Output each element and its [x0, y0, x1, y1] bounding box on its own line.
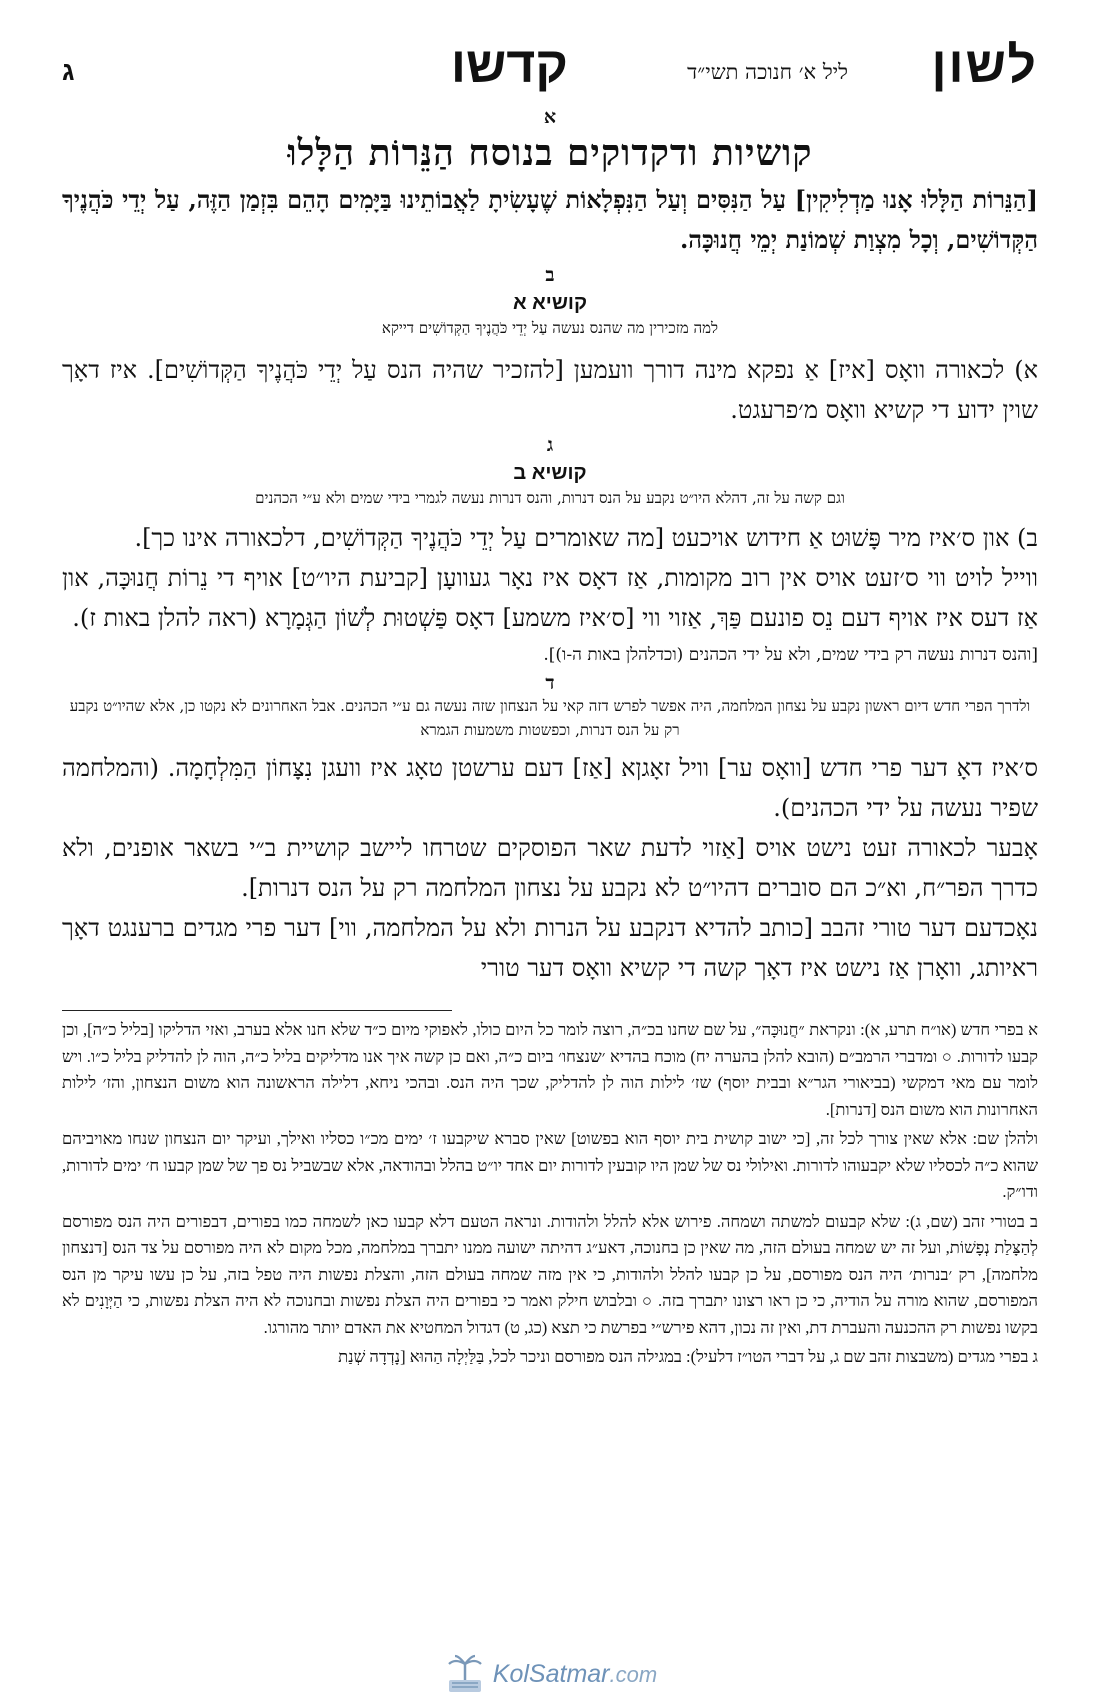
section-d-subtitle: ולדרך הפרי חדש דיום ראשון נקבע על נצחון המלחמה, היה אפשר לפרש דזה קאי על הנצחון שזה נעשה גם ע״י הכהנים. אבל האחרונים לא נקטו כן, אלא שהיו״ט נקבע רק על הנס דנרות, וכפשטות משמעות הגמרא	[69, 697, 1031, 739]
watermark-text	[493, 1660, 657, 1689]
footnotes	[62, 1017, 1038, 1371]
page-number: ג	[62, 56, 75, 86]
section-title: קושיות ודקדוקים בנוסח הַנֵּרוֹת הַלָּלוּ	[287, 132, 813, 174]
bracket-note: [והנס דנרות נעשה רק בידי שמים, ולא על ידי הכהנים (וכדלהלן באות ה-ו)].	[543, 645, 1038, 665]
footnote-divider	[62, 1010, 452, 1011]
paragraph-pri-chadash: ס׳איז דאָ דער פרי חדש [וואָס ער] וויל זאָגןא [אַז] דעם ערשטן טאָג איז וועגן נִצָּחוֹן הַמִּלְחָמָה. (והמלחמה שפיר נעשה על ידי הכהנים).	[62, 754, 1038, 822]
page-header	[62, 36, 1038, 106]
nusach-text: [הַנֵּרוֹת הַלָּלוּ אָנוּ מַדְלִיקִין] עַל הַנִּסִּים וְעַל הַנִּפְלָאוֹת שֶׁעָשִׂיתָ לַאֲבוֹתֵינוּ בַּיָּמִים הָהֵם בִּזְמַן הַזֶּה, עַל יְדֵי כֹּהֲנֶיךָ הַקְּדוֹשִׁים, וְכָל מִצְוַת שְׁמוֹנַת יְמֵי חֲנוּכָּה.	[62, 185, 1038, 254]
publication-title-second: קדשו	[450, 37, 568, 93]
watermark-brand: KolSatmar	[492, 1659, 610, 1688]
footnote-alef-continued: ולהלן שם: אלא שאין צורך לכל זה, [כי ישוב קושית בית יוסף הוא בפשוט] שאין סברא שיקבעו ז׳ ימים מכ״ו כסליו ואילך, ועיקר יום הנצחון שנחו מאויביהם שהוא כ״ה לכסליו שלא יקבעוהו לדורות. ואילולי נס של שמן היו קובעין לדורות יום אחד יו״ט בהלל ובהודאה, אלא שבשביל נס פך של שמן קבעו ח׳ ימים לדורות, ודו״ק.	[62, 1129, 1038, 1201]
footnote-gimel: ג בפרי מגדים (משבצות זהב שם ג, על דברי הטו״ז דלעיל): במגילה הנס מפורסם וניכר לכל, בַּלַּיְלָה הַהוּא [נָדְדָה שְׁנַת	[338, 1347, 1038, 1366]
section-letter-g: ג	[546, 434, 554, 456]
kushia-subtitle-1: למה מזכירין מה שהנס נעשה עַל יְדֵי כֹּהֲנֶיךָ הַקְּדוֹשִׁים דייקא	[381, 319, 719, 337]
section-letter-d: ד	[545, 672, 555, 694]
date-line: ליל א׳ חנוכה תשי״ד	[687, 60, 848, 84]
watermark-suffix: .com	[609, 1661, 658, 1687]
paragraph-turei-zahav: נאָכדעם דער טורי זהבב [כותב להדיא דנקבע על הנרות ולא על המלחמה, ווי] דער פרי מגדים ברענגט דאָך ראיותג, וואָרן אַז נישט איז דאָך קשה די קשיא וואָס דער טורי	[62, 914, 1038, 982]
palm-tree-logo-icon	[443, 1654, 487, 1694]
publication-title: לשון	[931, 37, 1038, 93]
paragraph-b-continued: ווייל לויט ווי ס׳זעט אויס אין רוב מקומות, אַז דאָס איז נאָר געוועָן [קביעת היו״ט] אויף די נֵרוֹת חֲנוּכָּה, און אַז דעס איז אויף דעם נֵס פונעם פַּךְ, אַזוי ווי [ס׳איז משמע] דאָס פַּשְׁטוּת לְשׁוֹן הַגְּמָרָא (ראה להלן באות ז).	[62, 564, 1038, 632]
section-letter-b: ב	[545, 264, 555, 286]
paragraph-a: א) לכאורה וואָס [איז] אַ נפקא מינה דורך וועמען [להזכיר שהיה הנס עַל יְדֵי כֹּהֲנֶיךָ הַקְּדוֹשִׁים]. איז דאָך שוין ידוע די קשיא וואָס מ׳פרעגט.	[62, 356, 1038, 424]
kushia-heading-2: קושיא ב	[513, 462, 587, 484]
paragraph-aval: אָבער לכאורה זעט נישט אויס [אַזוי לדעת שאר הפוסקים שטרחו ליישב קושיית ב״י בשאר אופנים, ולא כדרך הפר״ח, וא״כ הם סוברים דהיו״ט לא נקבע על נצחון המלחמה רק על הנס דנרות].	[62, 834, 1038, 902]
section-letter-a: א	[543, 106, 557, 128]
paragraph-b: ב) און ס׳איז מיר פָּשׁוּט אַ חידוש אויכעט [מה שאומרים עַל יְדֵי כֹּהֲנֶיךָ הַקְּדוֹשִׁים, דלכאורה אינו כך].	[134, 524, 1038, 552]
footnote-bet: ב בטורי זהב (שם, ג): שלא קבעום למשתה ושמחה. פירוש אלא להלל ולהודות. ונראה הטעם דלא קבעו כאן לשמחה כמו בפורים, דבפורים היה הנס מפורסם לְהַצָּלַת נְפָשׁוֹת, ועל זה יש שמחה בעולם הזה, מה שאין כן בחנוכה, דאע״ג דהיתה ישועה ממנו יתברך במלחמה, מכל מקום לא היה מפורסם על צד הנס [דנצחון מלחמה], רק ׳בנרות׳ היה הנס מפורסם, על כן קבעו להלל ולהודות, כי אין מזה שמחה בעולם הזה, והצלת נפשות היה טפל בזה, על כן עשו עיקר מן הנס המפורסם, שהוא מורה על הודיה, כי כן ראו רצונו יתברך בזה. ○ ובלבוש חילק ואמר כי בפורים היה הצלת נפשות ובחנוכה לא היה הצלת נפשות, כי הַיְּוָנִים לא בקשו נפשות רק ההכנעה והעברת דת, ואין זה נכון, דהא פירש״י בפרשת כי תצא (כג, ט) דגדול המחטיא את האדם יותר מהורגו.	[62, 1211, 1038, 1337]
kushia-subtitle-2: וגם קשה על זה, דהלא היו״ט נקבע על הנס דנרות, והנס דנרות נעשה לגמרי בידי שמים ולא ע״י הכהנים	[255, 489, 845, 507]
watermark	[0, 1654, 1100, 1694]
kushia-heading-1: קושיא א	[512, 292, 588, 314]
footnote-alef: א בפרי חדש (או״ח תרע, א): ונקראת ״חֲנוּכָּה״, על שם שחנו בכ״ה, רוצה לומר כל היום כולו, לאפוקי מיום כ״ד שלא חנו אלא בערב, ואזי הדליקו [בליל כ״ה], וכן קבעו לדורות. ○ ומדברי הרמב״ם (הובא להלן בהערה יח) מוכח בהדיא ׳שנצחו׳ ביום כ״ה, ואם כן קשה איך אנו מדליקים בליל כ״ה, הוה לן להדליק בליל כ״ו. ויש לומר עם מאי דמקשי (בביאורי הגר״א ובבית יוסף) שז׳ לילות הוה לן להדליק, שכך היה הנס. ובהכי ניחא, דלילה הראשונה הוא משום הנצחון, והז׳ לילות האחרונות הוא משום הנס [דנרות].	[62, 1020, 1038, 1119]
